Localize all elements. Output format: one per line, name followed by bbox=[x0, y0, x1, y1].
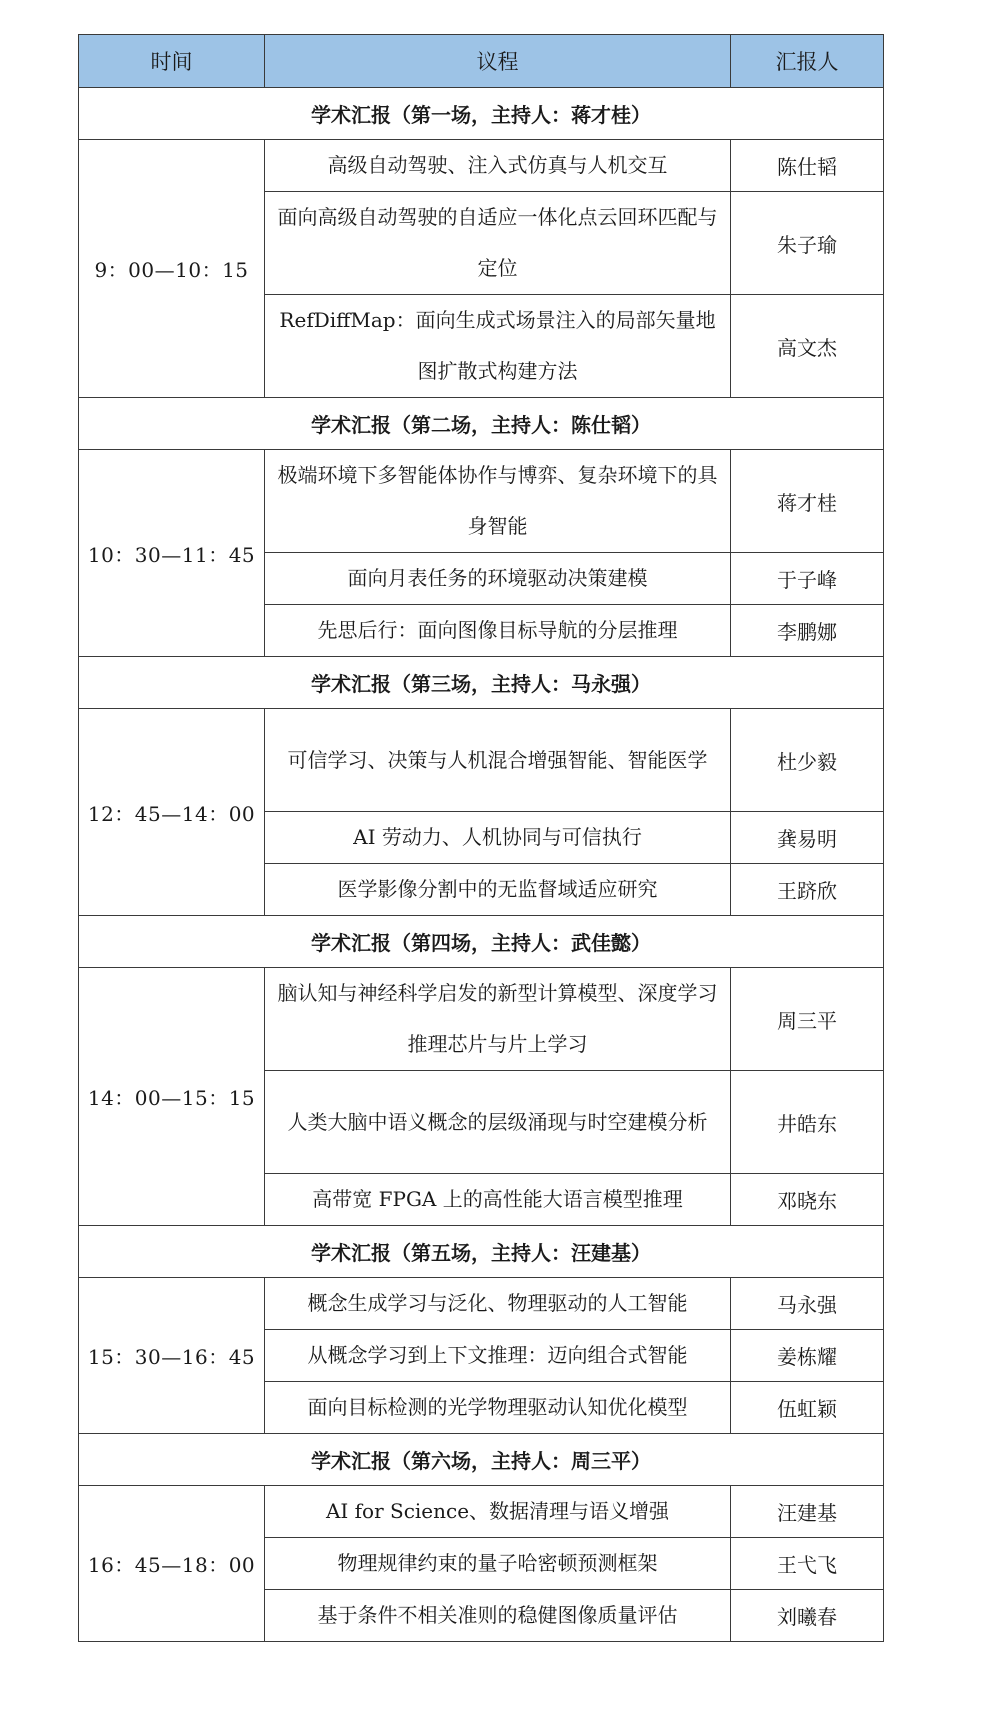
talk-row bbox=[79, 450, 884, 553]
session-header bbox=[79, 657, 884, 709]
talk-title: RefDiffMap：面向生成式场景注入的局部矢量地图扩散式构建方法 bbox=[265, 295, 731, 398]
talk-speaker: 邓晓东 bbox=[731, 1174, 884, 1226]
talk-speaker: 朱子瑜 bbox=[731, 192, 884, 295]
session-title: 学术汇报（第六场，主持人：周三平） bbox=[79, 1434, 884, 1486]
talk-title: 面向月表任务的环境驱动决策建模 bbox=[265, 553, 731, 605]
talk-speaker: 王跻欣 bbox=[731, 864, 884, 916]
talk-title: 医学影像分割中的无监督域适应研究 bbox=[265, 864, 731, 916]
header-row bbox=[79, 35, 884, 88]
talk-row bbox=[79, 140, 884, 192]
session-time: 15：30—16：45 bbox=[79, 1278, 265, 1434]
talk-row bbox=[79, 1486, 884, 1538]
talk-row bbox=[79, 709, 884, 812]
talk-speaker: 李鹏娜 bbox=[731, 605, 884, 657]
session-header bbox=[79, 88, 884, 140]
session-header bbox=[79, 1434, 884, 1486]
talk-title: 极端环境下多智能体协作与博弈、复杂环境下的具身智能 bbox=[265, 450, 731, 553]
talk-title: 人类大脑中语义概念的层级涌现与时空建模分析 bbox=[265, 1071, 731, 1174]
session-time: 16：45—18：00 bbox=[79, 1486, 265, 1642]
talk-title: 从概念学习到上下文推理：迈向组合式智能 bbox=[265, 1330, 731, 1382]
talk-speaker: 姜栋耀 bbox=[731, 1330, 884, 1382]
talk-speaker: 王弋飞 bbox=[731, 1538, 884, 1590]
session-header bbox=[79, 916, 884, 968]
talk-speaker: 蒋才桂 bbox=[731, 450, 884, 553]
talk-row bbox=[79, 1278, 884, 1330]
session-title: 学术汇报（第二场，主持人：陈仕韬） bbox=[79, 398, 884, 450]
talk-speaker: 刘曦春 bbox=[731, 1590, 884, 1642]
talk-speaker: 井皓东 bbox=[731, 1071, 884, 1174]
talk-title: 物理规律约束的量子哈密顿预测框架 bbox=[265, 1538, 731, 1590]
talk-title: 面向目标检测的光学物理驱动认知优化模型 bbox=[265, 1382, 731, 1434]
talk-speaker: 龚易明 bbox=[731, 812, 884, 864]
talk-speaker: 于子峰 bbox=[731, 553, 884, 605]
talk-speaker: 马永强 bbox=[731, 1278, 884, 1330]
session-header bbox=[79, 398, 884, 450]
schedule-table bbox=[78, 34, 884, 1642]
talk-speaker: 杜少毅 bbox=[731, 709, 884, 812]
talk-title: AI 劳动力、人机协同与可信执行 bbox=[265, 812, 731, 864]
session-time: 9：00—10：15 bbox=[79, 140, 265, 398]
talk-title: 基于条件不相关准则的稳健图像质量评估 bbox=[265, 1590, 731, 1642]
talk-title: 先思后行：面向图像目标导航的分层推理 bbox=[265, 605, 731, 657]
session-time: 12：45—14：00 bbox=[79, 709, 265, 916]
session-title: 学术汇报（第三场，主持人：马永强） bbox=[79, 657, 884, 709]
talk-title: AI for Science、数据清理与语义增强 bbox=[265, 1486, 731, 1538]
talk-speaker: 伍虹颖 bbox=[731, 1382, 884, 1434]
talk-row bbox=[79, 968, 884, 1071]
talk-speaker: 周三平 bbox=[731, 968, 884, 1071]
session-time: 10：30—11：45 bbox=[79, 450, 265, 657]
talk-title: 高带宽 FPGA 上的高性能大语言模型推理 bbox=[265, 1174, 731, 1226]
talk-title: 面向高级自动驾驶的自适应一体化点云回环匹配与定位 bbox=[265, 192, 731, 295]
talk-speaker: 陈仕韬 bbox=[731, 140, 884, 192]
session-title: 学术汇报（第四场，主持人：武佳懿） bbox=[79, 916, 884, 968]
talk-title: 脑认知与神经科学启发的新型计算模型、深度学习推理芯片与片上学习 bbox=[265, 968, 731, 1071]
session-time: 14：00—15：15 bbox=[79, 968, 265, 1226]
session-title: 学术汇报（第五场，主持人：汪建基） bbox=[79, 1226, 884, 1278]
talk-title: 可信学习、决策与人机混合增强智能、智能医学 bbox=[265, 709, 731, 812]
talk-title: 高级自动驾驶、注入式仿真与人机交互 bbox=[265, 140, 731, 192]
talk-title: 概念生成学习与泛化、物理驱动的人工智能 bbox=[265, 1278, 731, 1330]
talk-speaker: 高文杰 bbox=[731, 295, 884, 398]
session-header bbox=[79, 1226, 884, 1278]
session-title: 学术汇报（第一场，主持人：蒋才桂） bbox=[79, 88, 884, 140]
talk-speaker: 汪建基 bbox=[731, 1486, 884, 1538]
header-agenda: 议程 bbox=[265, 35, 731, 88]
header-time: 时间 bbox=[79, 35, 265, 88]
header-speaker: 汇报人 bbox=[731, 35, 884, 88]
